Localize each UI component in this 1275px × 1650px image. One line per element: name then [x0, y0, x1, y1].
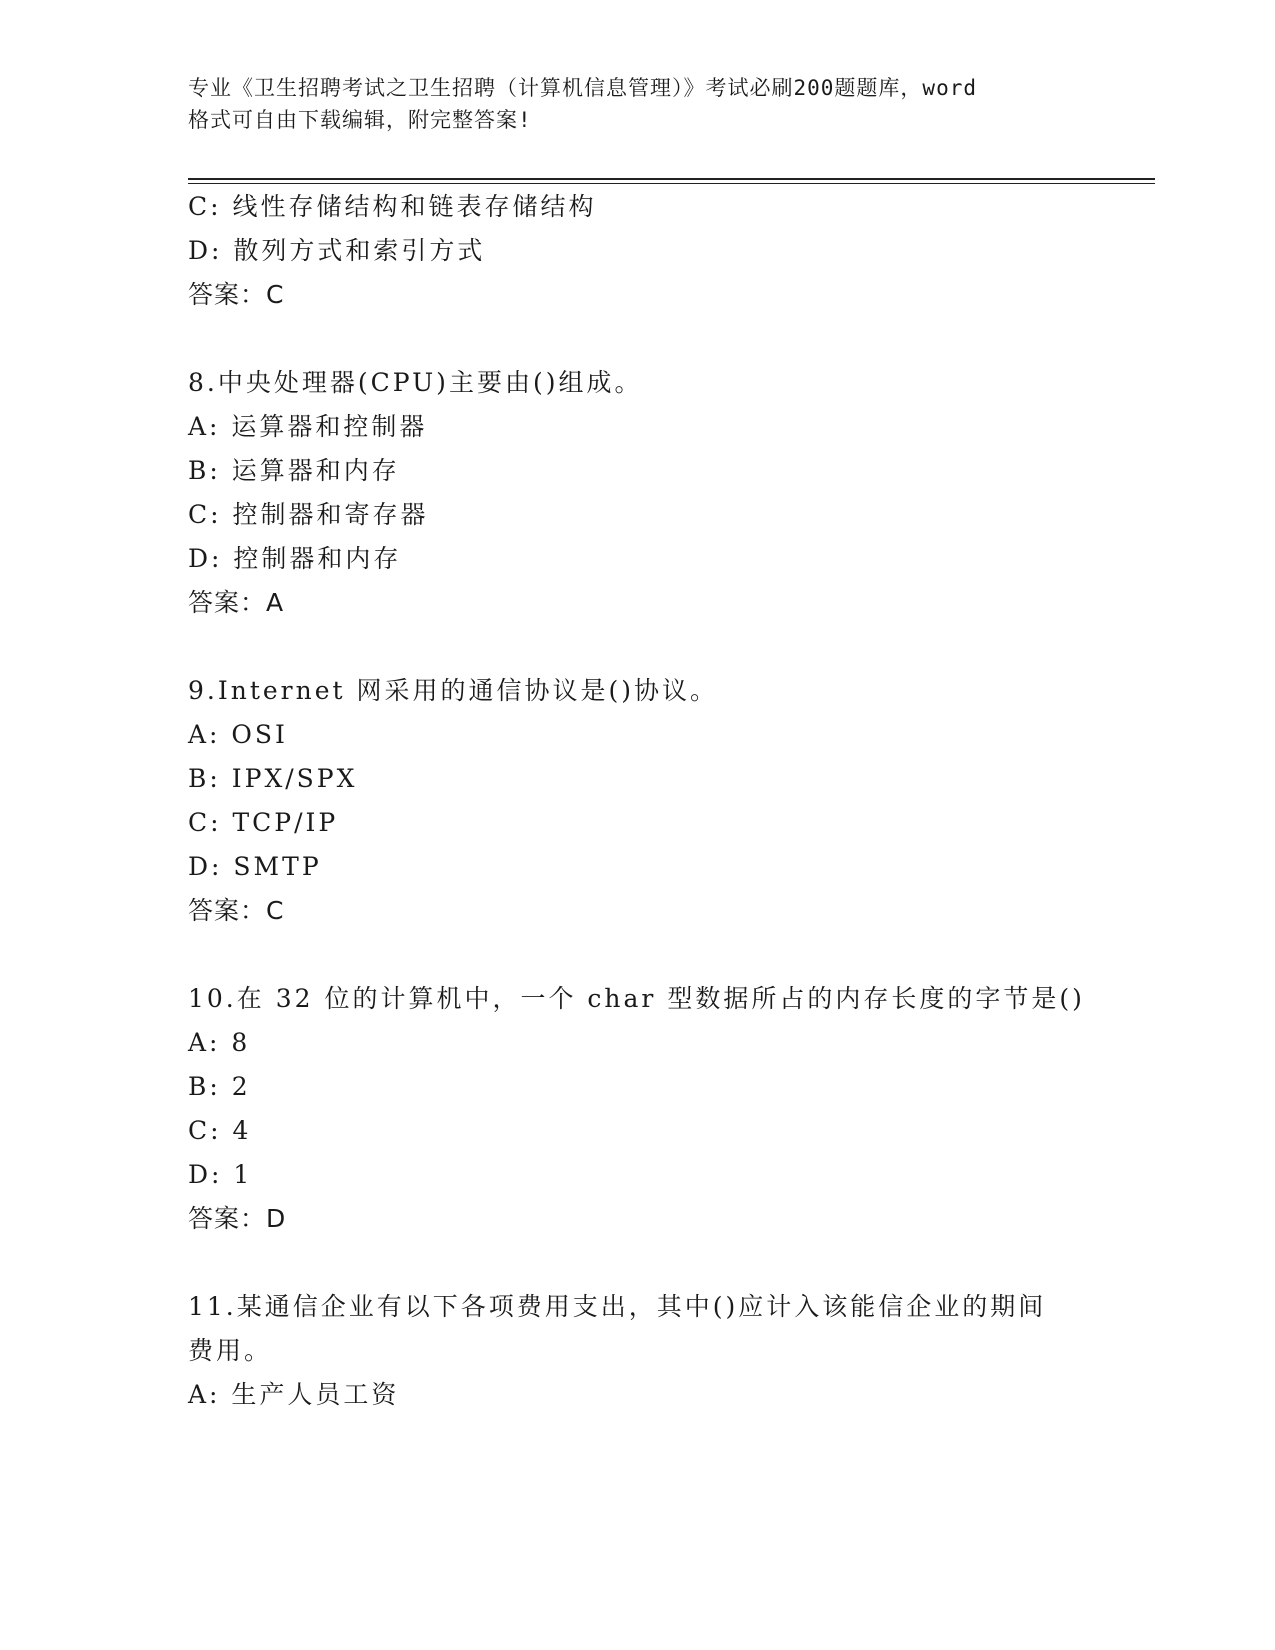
header-title-line-2: 格式可自由下载编辑，附完整答案!: [188, 108, 532, 132]
document-header: [188, 72, 1088, 136]
question-10-stem: 10.在 32 位的计算机中，一个 char 型数据所占的内存长度的字节是(): [188, 984, 1085, 1013]
header-divider-thick: [188, 178, 1155, 180]
question-10-option-b: B: 2: [188, 1072, 251, 1101]
question-8-stem: 8.中央处理器(CPU)主要由()组成。: [188, 368, 643, 397]
header-divider-thin: [188, 183, 1155, 184]
question-10-option-a: A: 8: [188, 1028, 251, 1057]
question-9-option-b: B: IPX/SPX: [188, 764, 358, 793]
question-11-stem-line-1: 11.某通信企业有以下各项费用支出，其中()应计入该能信企业的期间: [188, 1292, 1047, 1321]
question-8-option-b: B: 运算器和内存: [188, 456, 400, 485]
question-9-option-a: A: OSI: [188, 720, 288, 749]
question-8-answer: 答案：A: [188, 588, 285, 617]
question-10-option-d: D: 1: [188, 1160, 253, 1189]
question-11-option-a: A: 生产人员工资: [188, 1380, 400, 1409]
question-8-option-d: D: 控制器和内存: [188, 544, 402, 573]
prev-option-c: C: 线性存储结构和链表存储结构: [188, 192, 597, 221]
header-title-line-1: 专业《卫生招聘考试之卫生招聘（计算机信息管理）》考试必刷200题题库，word: [188, 76, 977, 100]
question-8-option-c: C: 控制器和寄存器: [188, 500, 429, 529]
question-9-answer: 答案：C: [188, 896, 285, 925]
question-11-stem-line-2: 费用。: [188, 1336, 273, 1365]
question-8-option-a: A: 运算器和控制器: [188, 412, 428, 441]
question-10-option-c: C: 4: [188, 1116, 252, 1145]
question-9-stem: 9.Internet 网采用的通信协议是()协议。: [188, 676, 719, 705]
prev-answer: 答案：C: [188, 280, 285, 309]
question-9-option-c: C: TCP/IP: [188, 808, 339, 837]
prev-option-d: D: 散列方式和索引方式: [188, 236, 486, 265]
question-10-answer: 答案：D: [188, 1204, 287, 1233]
question-9-option-d: D: SMTP: [188, 852, 322, 881]
